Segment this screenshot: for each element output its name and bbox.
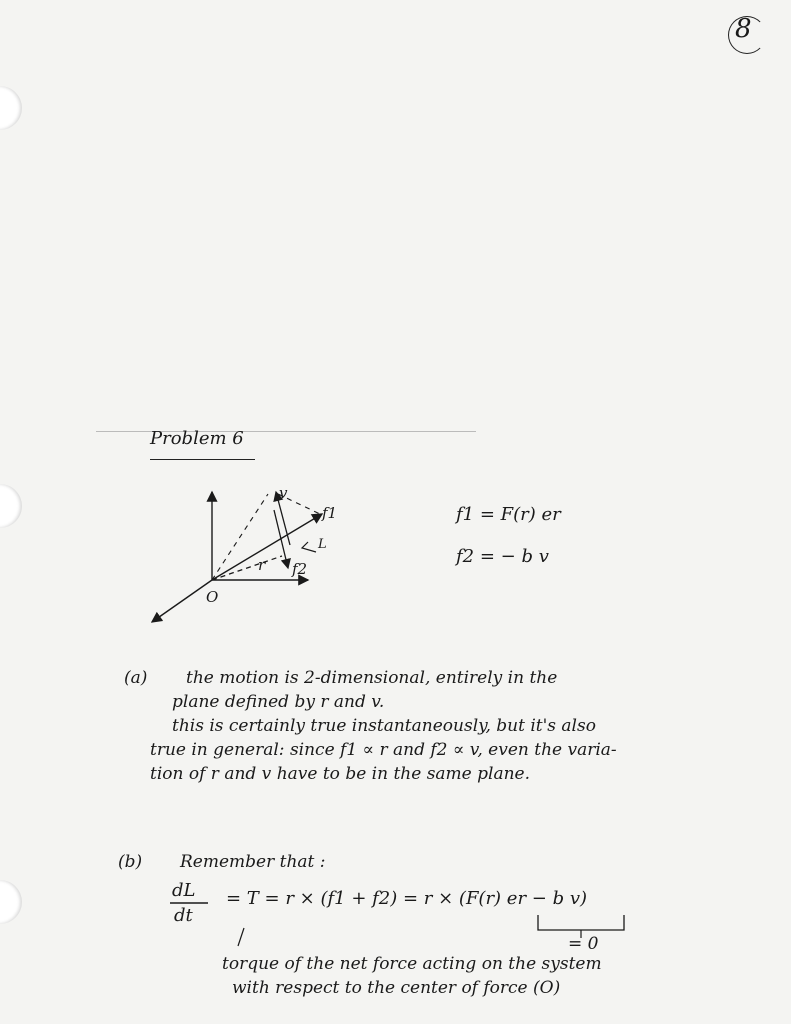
part-b-label: (b) — [118, 852, 143, 872]
label-f2: f2 — [292, 560, 308, 578]
part-a-line-2: plane defined by r and v. — [172, 692, 385, 712]
label-L: L — [318, 537, 327, 552]
label-v: v — [279, 484, 288, 502]
part-b-intro: Remember that : — [180, 852, 326, 872]
torque-pointer — [238, 928, 244, 946]
label-r: r — [258, 556, 266, 574]
part-b-equation: = T = r × (f1 + f2) = r × (F(r) er − b v) — [226, 888, 588, 909]
f2-vector — [274, 510, 288, 568]
x-axis — [152, 580, 212, 622]
label-origin: O — [206, 588, 219, 606]
label-f1: f1 — [322, 504, 338, 522]
equation-f2: f2 = − b v — [456, 546, 549, 567]
dt-denominator: dt — [174, 905, 193, 926]
part-a-line-4: true in general: since f1 ∝ r and f2 ∝ v, even the varia- — [150, 740, 617, 760]
page-number: 8 — [735, 14, 752, 44]
part-a-label: (a) — [124, 668, 148, 688]
zero-note: = 0 — [568, 934, 599, 954]
angular-momentum-mark — [302, 542, 316, 552]
problem-title: Problem 6 — [150, 428, 244, 449]
part-a-line-1: the motion is 2-dimensional, entirely in the — [186, 668, 558, 688]
dL-numerator: dL — [172, 880, 196, 901]
torque-line-1: torque of the net force acting on the system — [222, 954, 602, 974]
equation-f1: f1 = F(r) er — [456, 504, 561, 525]
part-a-line-5: tion of r and v have to be in the same plane. — [150, 764, 531, 784]
zero-bracket — [538, 915, 624, 930]
part-a-line-3: this is certainly true instantaneously, but it's also — [172, 716, 596, 736]
torque-line-2: with respect to the center of force (O) — [232, 978, 561, 998]
